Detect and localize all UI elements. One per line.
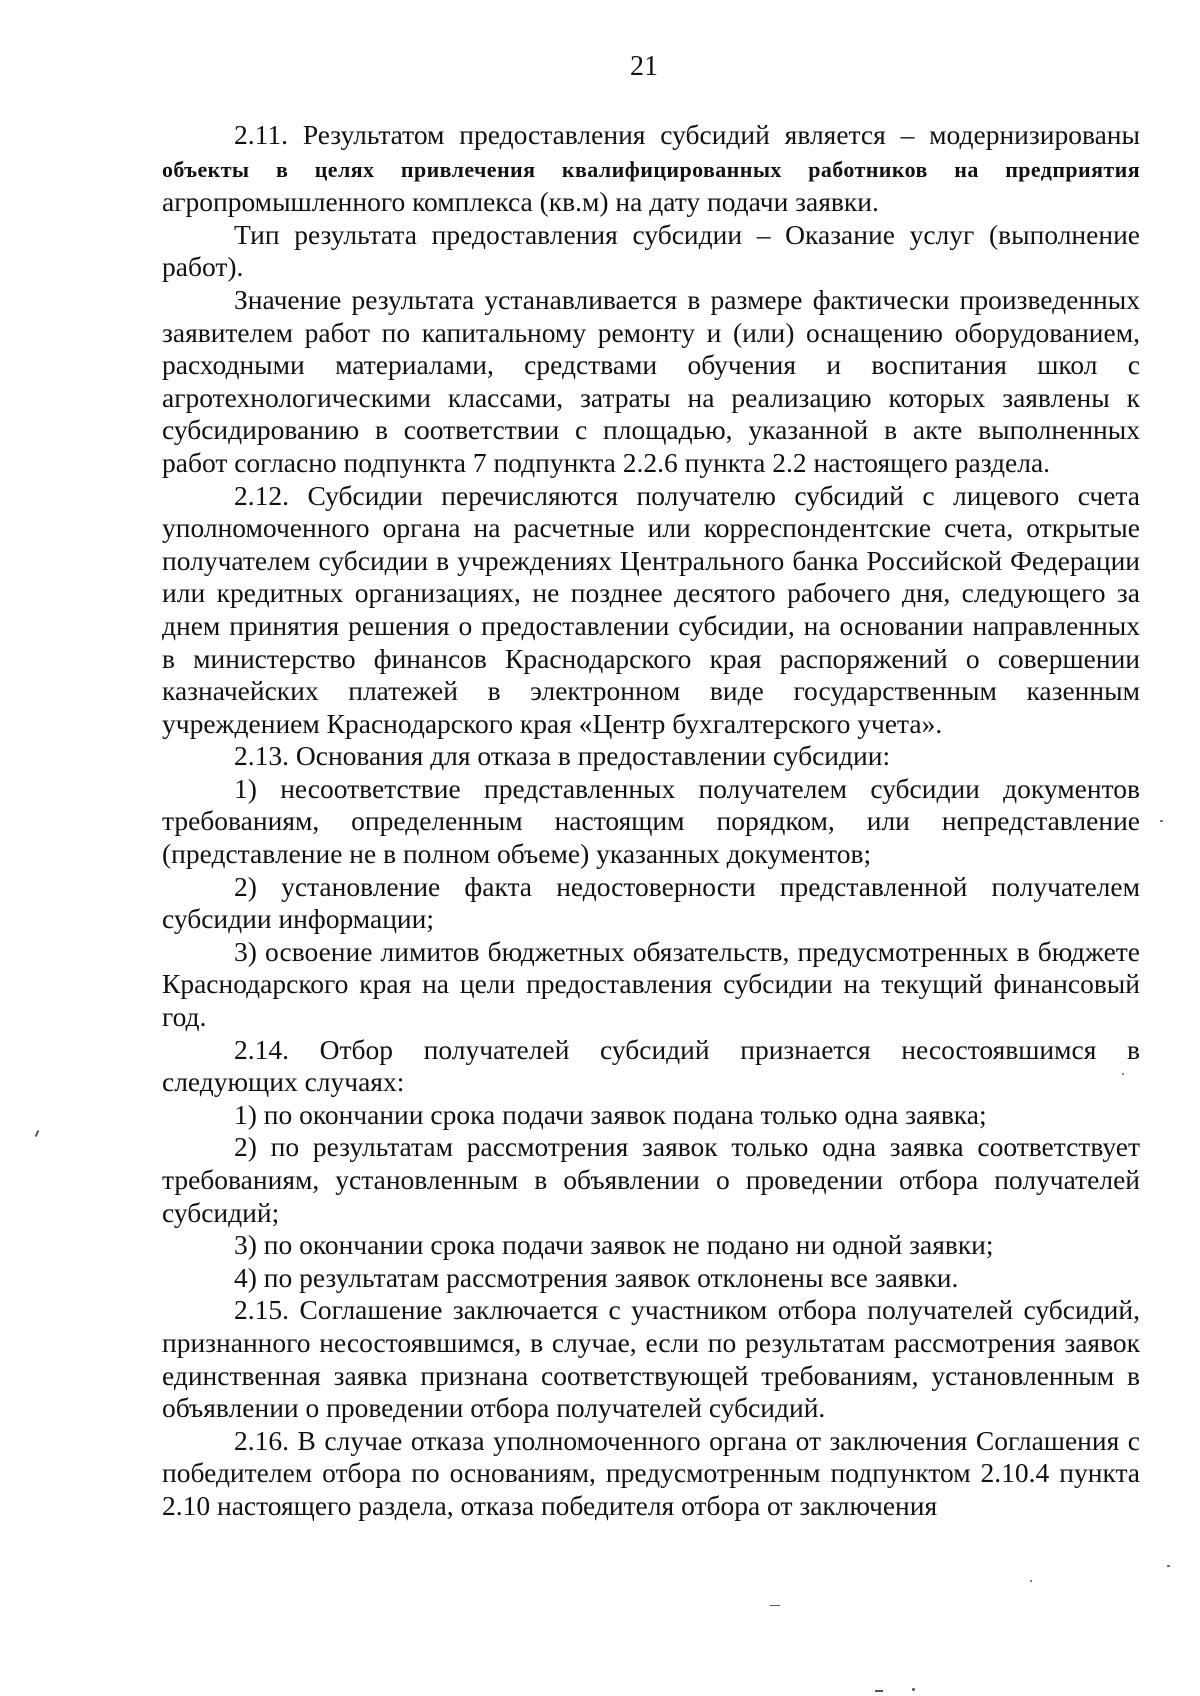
scan-speck <box>770 1605 780 1606</box>
paragraph-2-14: 2.14. Отбор получателей субсидий признается несостоявшимся в следующих случаях: <box>162 1033 1140 1098</box>
paragraph-2-13: 2.13. Основания для отказа в предоставлении субсидии: <box>234 740 891 772</box>
scan-speck <box>35 1130 40 1137</box>
scan-speck <box>1167 1565 1170 1567</box>
paragraph-2-11-value: Значение результата устанавливается в размере фактически произведенных заявителем работ по капитальному ремонту и (или) оснащению оборудованием, расходными материалами, средствами обучения и воспитания школ с агротехнологическими классами, затраты на реализацию которых заявлены к субсидированию в соответствии с площадью, указанной в акте выполненных работ согласно подпункта 7 подпункта 2.2.6 пункта 2.2 настоящего раздела. <box>162 283 1140 478</box>
list-item-2-14-3: 3) по окончании срока подачи заявок не подано ни одной заявки; <box>234 1229 994 1261</box>
list-item-2-14-1: 1) по окончании срока подачи заявок подана только одна заявка; <box>234 1098 987 1130</box>
scan-speck <box>1160 820 1163 822</box>
paragraph-2-16: 2.16. В случае отказа уполномоченного органа от заключения Соглашения с победителем отбора по основаниям, предусмотренным подпунктом 2.10.4 пункта 2.10 настоящего раздела, отказа победителя отбора от заключения <box>162 1424 1140 1521</box>
paragraph-2-12: 2.12. Субсидии перечисляются получателю субсидий с лицевого счета уполномоченного органа на расчетные или корреспондентские счета, открытые получателем субсидии в учреждениях Центрального банка Российской Федерации или кредитных организациях, не позднее десятого рабочего дня, следующего за днем принятия решения о предоставлении субсидии, на основании направленных в министерство финансов Краснодарского края распоряжений о совершении казначейских платежей в электронном виде государственным казенным учреждением Краснодарского края «Центр бухгалтерского учета». <box>162 479 1140 739</box>
scan-speck <box>875 1690 883 1692</box>
paragraph-2-11-part3: агропромышленного комплекса (кв.м) на дату подачи заявки. <box>162 186 879 218</box>
paragraph-2-15: 2.15. Соглашение заключается с участником отбора получателей субсидий, признанного несостоявшимся, в случае, если по результатам рассмотрения заявок единственная заявка признана соответствующей требованиям, установленным в объявлении о проведении отбора получателей субсидий. <box>162 1294 1140 1424</box>
page-number: 21 <box>630 51 658 82</box>
list-item-2-13-1: 1) несоответствие представленных получателем субсидии документов требованиям, определенным настоящим порядком, или непредставление (представление не в полном объеме) указанных документов; <box>162 772 1140 870</box>
scan-speck <box>912 1688 915 1691</box>
paragraph-2-11-result <box>162 119 1140 219</box>
list-item-2-14-2: 2) по результатам рассмотрения заявок только одна заявка соответствует требованиям, установленным в объявлении о проведении отбора получателей субсидий; <box>162 1131 1140 1228</box>
paragraph-2-11-part2: объекты в целях привлечения квалифицированных работников на предприятия <box>162 156 1140 182</box>
document-body <box>162 119 1140 1523</box>
scan-speck <box>1122 1073 1124 1075</box>
list-item-2-13-2: 2) установление факта недостоверности представленной получателем субсидии информации; <box>162 870 1140 935</box>
list-item-2-13-3: 3) освоение лимитов бюджетных обязательств, предусмотренных в бюджете Краснодарского края на цели предоставления субсидии на текущий финансовый год. <box>162 935 1140 1033</box>
paragraph-2-11-type: Тип результата предоставления субсидии – Оказание услуг (выполнение работ). <box>162 218 1140 283</box>
scan-speck <box>1030 1580 1032 1582</box>
list-item-2-14-4: 4) по результатам рассмотрения заявок отклонены все заявки. <box>234 1261 959 1293</box>
paragraph-2-11-part1: 2.11. Результатом предоставления субсидий является – модернизированы <box>234 119 1140 150</box>
